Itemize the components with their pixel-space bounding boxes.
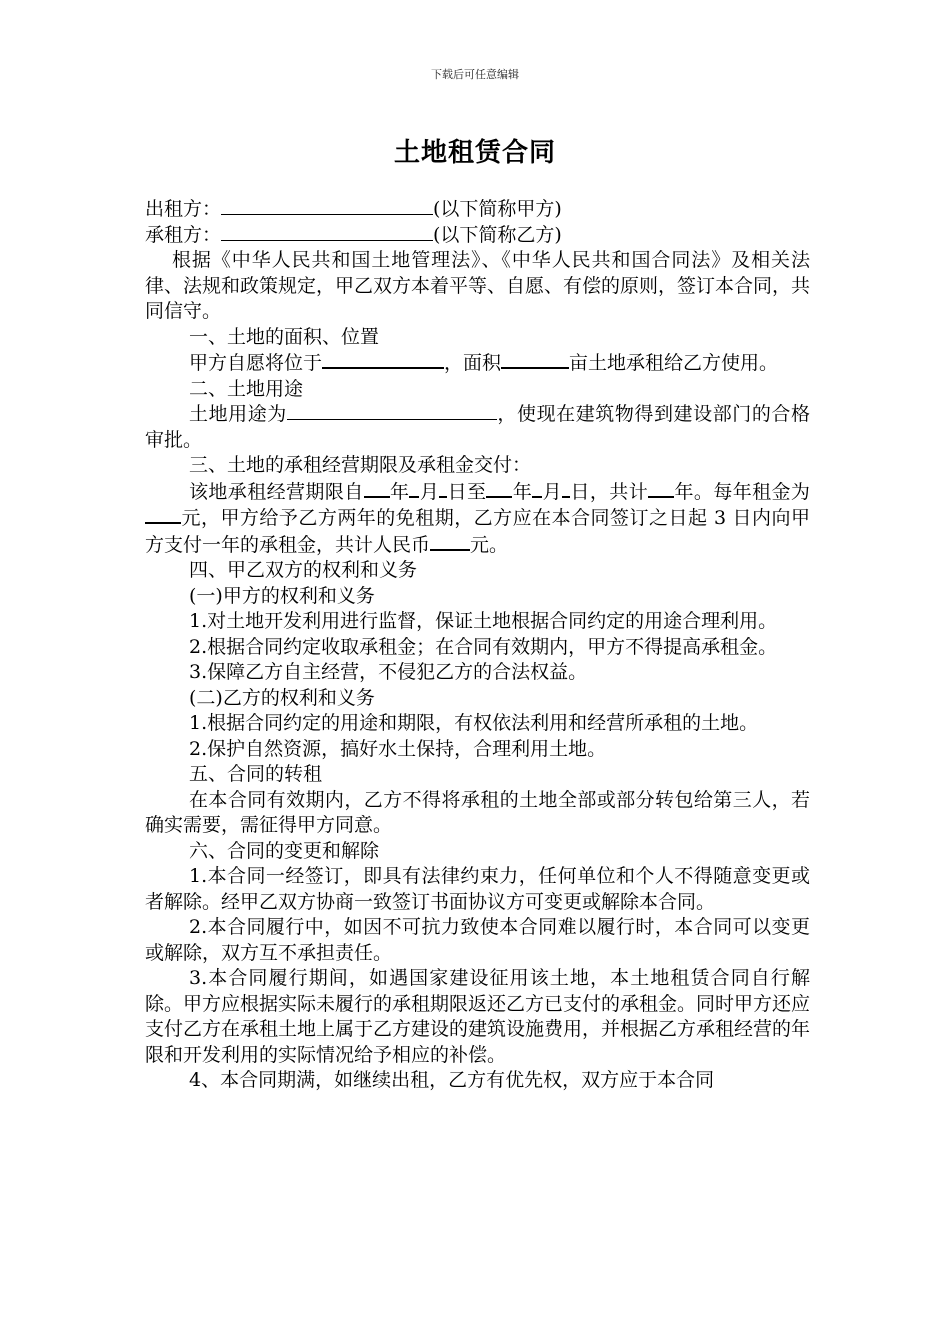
section3-text-3: 月 [419, 480, 440, 503]
section2-paragraph [145, 402, 810, 453]
section3-text-8: 年。每年租金为 [674, 480, 810, 503]
section6-item-2: 2.本合同履行中，如因不可抗力致使本合同难以履行时，本合同可以变更或解除，双方互不承担责任。 [145, 916, 810, 964]
section3-paragraph [145, 479, 810, 559]
section3-text-6: 月 [542, 480, 563, 503]
section3-text-2: 年 [389, 480, 410, 503]
lessor-line [145, 197, 810, 223]
lessee-name-blank[interactable] [221, 223, 433, 241]
party-a-item-2: 2.根据合同约定收取承租金；在合同有效期内，甲方不得提高承租金。 [189, 635, 778, 658]
party-b-item-1: 1.根据合同约定的用途和期限，有权依法利用和经营所承租的土地。 [189, 712, 759, 734]
lessee-line [145, 223, 810, 249]
lessee-suffix: (以下简称乙方) [433, 223, 562, 246]
section5-heading: 五、合同的转租 [189, 763, 323, 785]
section2-text-1: 土地用途为 [189, 403, 287, 425]
end-month-blank[interactable] [532, 479, 542, 498]
section1-heading: 一、土地的面积、位置 [189, 325, 380, 348]
section3-text-5: 年 [512, 480, 533, 503]
document-title: 土地租赁合同 [393, 138, 556, 168]
start-month-blank[interactable] [409, 479, 419, 498]
section6-heading: 六、合同的变更和解除 [189, 839, 380, 862]
party-b-heading: (二)乙方的权利和义务 [189, 686, 375, 709]
party-a-heading: (一)甲方的权利和义务 [189, 584, 375, 607]
party-a-item-1: 1.对土地开发利用进行监督，保证土地根据合同约定的用途合理利用。 [189, 610, 778, 632]
section6-item-1: 1.本合同一经签订，即具有法律约束力，任何单位和个人不得随意变更或者解除。经甲乙双方协商一致签订书面协议方可变更或解除本合同。 [145, 865, 810, 913]
contract-body [145, 197, 810, 1094]
section1-text-2: ，面积 [444, 352, 502, 374]
section1-paragraph [145, 350, 810, 377]
section5-paragraph: 在本合同有效期内，乙方不得将承租的土地全部或部分转包给第三人，若确实需要，需征得甲方同意。 [145, 788, 810, 836]
area-blank[interactable] [501, 350, 569, 369]
end-day-blank[interactable] [562, 479, 570, 498]
party-a-item-3: 3.保障乙方自主经营，不侵犯乙方的合法权益。 [189, 661, 588, 683]
section3-text-4: 日至 [447, 480, 487, 503]
header-note: 下载后可任意编辑 [431, 68, 519, 81]
location-blank[interactable] [322, 350, 444, 369]
section6-item-3: 3.本合同履行期间，如遇国家建设征用该土地，本土地租赁合同自行解除。甲方应根据实际未履行的承租期限返还乙方已支付的承租金。同时甲方还应支付乙方在承租土地上属于乙方建设的建筑设施费用，并根据乙方承租经营的年限和开发利用的实际情况给予相应的补偿。 [145, 967, 811, 1066]
section1-text-3: 亩土地承租给乙方使用。 [569, 352, 779, 374]
intro-paragraph: 根据《中华人民共和国土地管理法》、《中华人民共和国合同法》及相关法律、法规和政策规定，甲乙双方本着平等、自愿、有偿的原则，签订本合同，共同信守。 [145, 249, 811, 322]
section4-heading: 四、甲乙双方的权利和义务 [189, 559, 418, 581]
section3-heading: 三、土地的承租经营期限及承租金交付： [189, 454, 532, 476]
section1-text-1: 甲方自愿将位于 [189, 352, 323, 374]
section3-text-1: 该地承租经营期限自 [189, 480, 364, 503]
section3-text-10: 元。 [470, 533, 509, 556]
total-rmb-blank[interactable] [430, 532, 470, 551]
party-b-item-2: 2.保护自然资源，搞好水土保持，合理利用土地。 [189, 737, 607, 760]
lessor-label: 出租方： [145, 198, 222, 220]
lessor-name-blank[interactable] [221, 197, 433, 215]
section3-text-7: 日，共计 [570, 480, 649, 503]
end-year-blank[interactable] [486, 479, 512, 498]
section3-text-9: 元，甲方给予乙方两年的免租期，乙方应在本合同签订之日起 3 日内向甲方支付一年的承租金，共计人民币 [145, 507, 810, 556]
section2-text-2: ，使现在建筑物得到建设部门的合格审批。 [145, 403, 810, 451]
lessor-suffix: (以下简称甲方) [433, 198, 562, 220]
land-use-blank[interactable] [287, 402, 497, 420]
section2-heading: 二、土地用途 [189, 377, 304, 400]
total-years-blank[interactable] [648, 479, 674, 498]
annual-rent-blank[interactable] [145, 505, 181, 524]
start-year-blank[interactable] [364, 479, 390, 498]
lessee-label: 承租方： [145, 223, 222, 246]
section6-item-4: 4、本合同期满，如继续出租，乙方有优先权，双方应于本合同 [189, 1069, 715, 1091]
